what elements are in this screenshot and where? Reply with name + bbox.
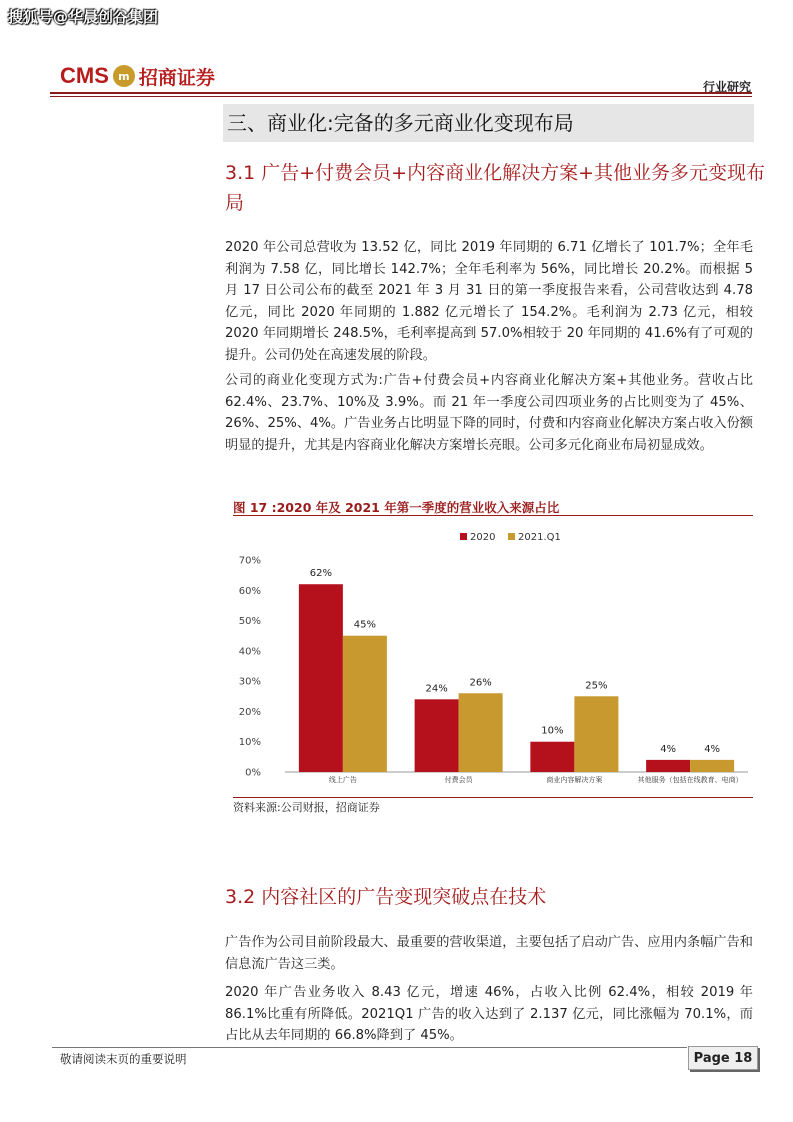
x-tick-label: 付费会员 xyxy=(444,776,473,784)
bar xyxy=(574,696,618,772)
watermark: 搜狐号@华晨创谷集团 xyxy=(8,8,159,26)
page-number: Page 18 xyxy=(688,1046,758,1070)
bar xyxy=(690,760,734,772)
x-tick-label: 商业内容解决方案 xyxy=(546,776,603,784)
y-tick-label: 60% xyxy=(238,585,261,597)
y-tick-label: 10% xyxy=(238,737,261,749)
y-tick-label: 50% xyxy=(238,616,261,628)
bar xyxy=(415,699,459,772)
section-title: 三、商业化:完备的多元商业化变现布局 xyxy=(223,104,754,142)
header-divider xyxy=(50,92,752,94)
data-label: 25% xyxy=(585,680,608,692)
figure-bottom-rule xyxy=(233,797,753,798)
legend-swatch xyxy=(508,533,515,540)
footer-disclaimer-note: 敬请阅读末页的重要说明 xyxy=(60,1052,187,1066)
x-tick-label: 其他服务（包括在线教育、电商） xyxy=(637,776,743,784)
paragraph-ad-revenue: 2020 年广告业务收入 8.43 亿元，增速 46%，占收入比例 62.4%，相较 2019 年 86.1%比重有所降低。2021Q1 广告的收入达到了 2.137 亿元，同比涨幅为 70.1%，而占比从去年同期的 66.8%降到了 45%。 xyxy=(225,985,753,1043)
figure-title: 图 17 :2020 年及 2021 年第一季度的营业收入来源占比 xyxy=(233,500,560,515)
paragraph-business-mix: 公司的商业化变现方式为:广告+付费会员+内容商业化解决方案+其他业务。营收占比 62.4%、23.7%、10%及 3.9%。而 21 年一季度公司四项业务的占比则变为了 45%、26%、25%、4%。广告业务占比明显下降的同时，付费和内容商业化解决方案占收入份额明显的提升，尤其是内容商业化解决方案增长亮眼。公司多元化商业布局初显成效。 xyxy=(225,373,753,453)
data-label: 4% xyxy=(660,743,677,755)
company-logo xyxy=(60,62,215,90)
legend-label: 2021.Q1 xyxy=(518,532,561,543)
figure-top-rule xyxy=(233,515,753,516)
logo-badge-icon: m xyxy=(113,65,135,87)
y-tick-label: 30% xyxy=(238,676,261,688)
legend-label: 2020 xyxy=(470,532,496,543)
revenue-share-chart xyxy=(233,520,753,796)
logo-chinese-text: 招商证券 xyxy=(138,66,215,89)
bar xyxy=(646,760,690,772)
data-label: 24% xyxy=(425,683,448,695)
header-divider-thin xyxy=(50,96,752,97)
subsection-3-2-heading: 3.2 内容社区的广告变现突破点在技术 xyxy=(225,886,547,908)
data-label: 4% xyxy=(704,743,721,755)
subsection-3-1-heading-line1: 3.1 广告+付费会员+内容商业化解决方案+其他业务多元变现布 xyxy=(225,162,766,184)
subsection-3-1-heading-line2: 局 xyxy=(225,192,245,214)
y-tick-label: 20% xyxy=(238,706,261,718)
bar xyxy=(343,636,387,772)
data-label: 10% xyxy=(541,725,564,737)
data-label: 45% xyxy=(353,619,376,631)
data-label: 62% xyxy=(309,568,332,580)
footer-divider xyxy=(52,1047,687,1048)
legend-swatch xyxy=(460,533,467,540)
y-tick-label: 40% xyxy=(238,646,261,658)
bar xyxy=(299,584,343,772)
report-category: 行业研究 xyxy=(702,80,751,94)
bar xyxy=(459,693,503,772)
paragraph-ad-channels: 广告作为公司目前阶段最大、最重要的营收渠道，主要包括了启动广告、应用内条幅广告和信息流广告这三类。 xyxy=(225,935,753,972)
x-tick-label: 线上广告 xyxy=(328,776,357,784)
y-tick-label: 0% xyxy=(245,767,261,779)
figure-source: 资料来源:公司财报，招商证券 xyxy=(233,801,380,814)
y-tick-label: 70% xyxy=(238,555,261,567)
paragraph-revenue: 2020 年公司总营收为 13.52 亿，同比 2019 年同期的 6.71 亿增长了 101.7%；全年毛利润为 7.58 亿，同比增长 142.7%；全年毛利率为 56%，同比增长 20.2%。而根据 5 月 17 日公司公布的截至 2021 年 3 月 31 日的第一季度报告来看，公司营收达到 4.78 亿元，同比 2020 年同期的 1.882 亿元增长了 154.2%。毛利润为 2.73 亿元，相较 2020 年同期增长 248.5%，毛利率提高到 57.0%相较于 20 年同期的 41.6%有了可观的提升。公司仍处在高速发展的阶段。 xyxy=(225,240,753,363)
data-label: 26% xyxy=(469,677,492,689)
logo-cms-text: CMS xyxy=(60,63,109,88)
bar xyxy=(530,742,574,772)
